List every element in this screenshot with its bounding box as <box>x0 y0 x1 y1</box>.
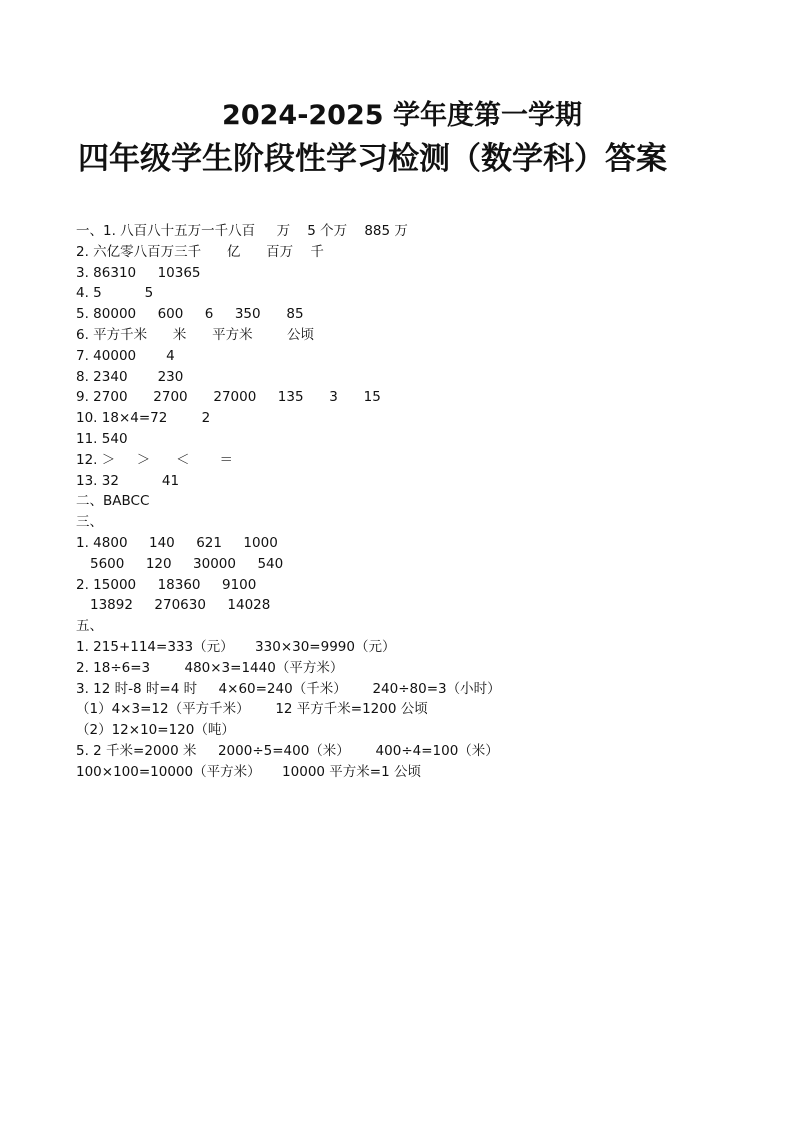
section-five-line-3a: （1）4×3=12（平方千米） 12 平方千米=1200 公顷 <box>76 701 428 718</box>
answer-line-10: 10. 18×4=72 2 <box>76 410 211 427</box>
title-term: 2024-2025 学年度第一学期 <box>222 100 582 131</box>
section-three-line-2: 2. 15000 18360 9100 <box>76 576 257 593</box>
answer-line-2: 2. 六亿零八百万三千 亿 百万 千 <box>76 243 324 260</box>
section-five-line-3: 3. 12 时-8 时=4 时 4×60=240（千米） 240÷80=3（小时） <box>76 680 501 697</box>
section-five-line-3b: （2）12×10=120（吨） <box>76 722 235 739</box>
section-three-line-1: 1. 4800 140 621 1000 <box>76 534 278 551</box>
section-two-answer: 二、BABCC <box>76 493 150 510</box>
answer-line-8: 8. 2340 230 <box>76 368 184 385</box>
answer-line-4: 4. 5 5 <box>76 285 154 302</box>
answer-line-1: 一、1. 八百八十五万一千八百 万 5 个万 885 万 <box>76 223 408 239</box>
answer-line-6: 6. 平方千米 米 平方米 公顷 <box>76 326 314 343</box>
answer-line-5: 5. 80000 600 6 350 85 <box>76 306 304 323</box>
section-three-line-2-cont: 13892 270630 14028 <box>90 597 271 614</box>
answer-line-11: 11. 540 <box>76 430 128 447</box>
answer-line-12: 12. ＞ ＞ ＜ ＝ <box>76 451 234 468</box>
answer-list <box>76 221 716 783</box>
section-five-line-5: 5. 2 千米=2000 米 2000÷5=400（米） 400÷4=100（米） <box>76 742 499 759</box>
section-five-line-2: 2. 18÷6=3 480×3=1440（平方米） <box>76 659 344 676</box>
section-five-heading: 五、 <box>76 618 103 635</box>
section-three-line-1-cont: 5600 120 30000 540 <box>90 555 284 572</box>
section-three-heading: 三、 <box>76 514 103 531</box>
section-five-line-1: 1. 215+114=333（元） 330×30=9990（元） <box>76 638 396 655</box>
answer-line-9: 9. 2700 2700 27000 135 3 15 <box>76 389 381 406</box>
title-exam: 四年级学生阶段性学习检测（数学科）答案 <box>78 141 667 177</box>
answer-line-13: 13. 32 41 <box>76 472 180 489</box>
answer-line-7: 7. 40000 4 <box>76 347 175 364</box>
answer-line-3: 3. 86310 10365 <box>76 264 201 281</box>
section-five-line-5-cont: 100×100=10000（平方米） 10000 平方米=1 公顷 <box>76 763 421 780</box>
